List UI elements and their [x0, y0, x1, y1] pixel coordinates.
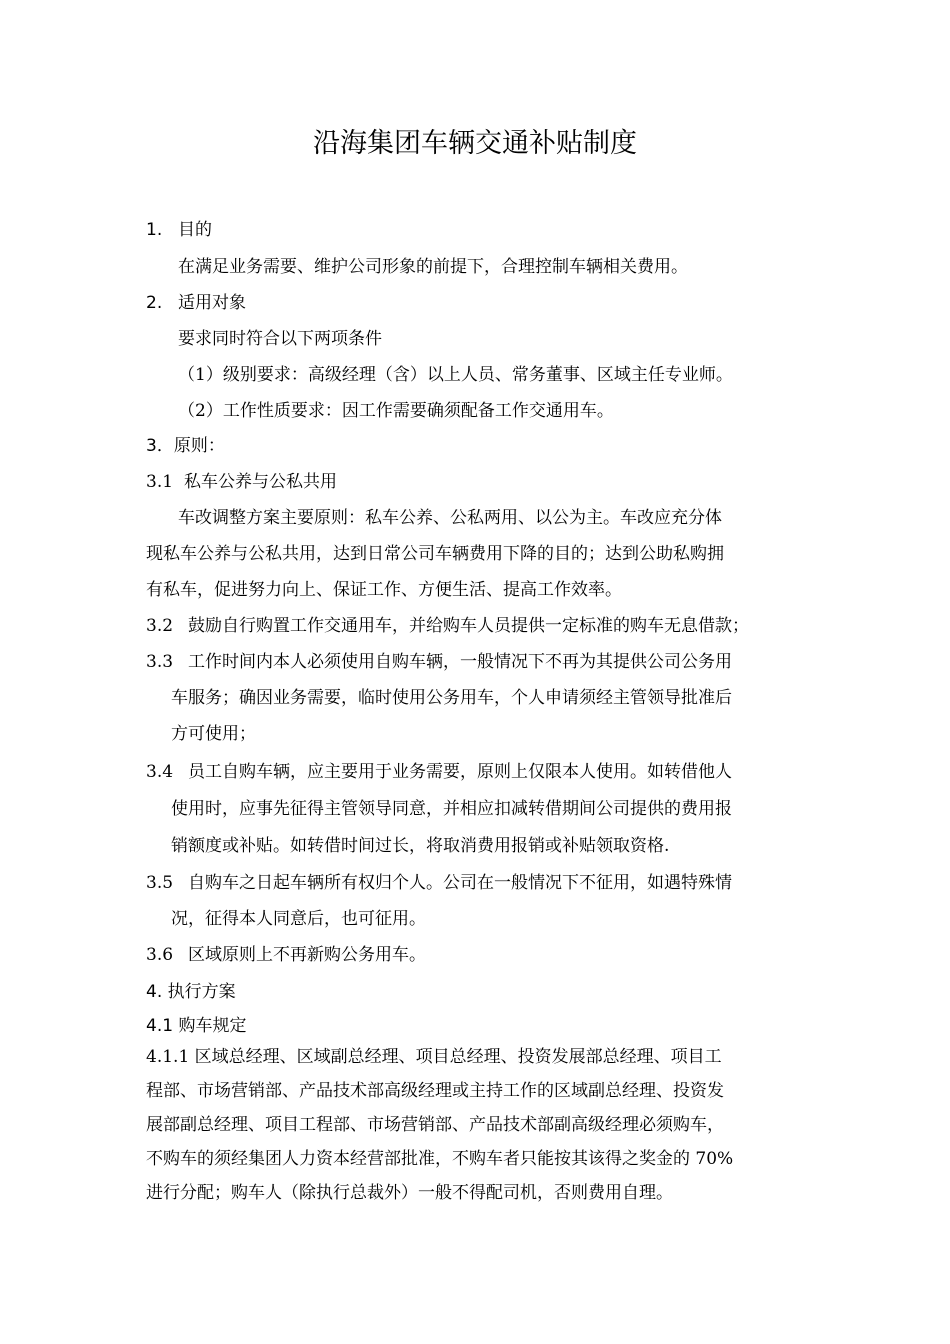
clause-3-5-line: 自购车之日起车辆所有权归个人。公司在一般情况下不征用，如遇特殊情	[188, 873, 732, 893]
section-2-item-1: （1）级别要求：高级经理（含）以上人员、常务董事、区域主任专业师。	[178, 365, 733, 385]
clause-3-2	[146, 614, 749, 638]
clause-3-6	[146, 943, 426, 967]
clause-3-1-heading	[146, 470, 337, 494]
section-1-title: 目的	[178, 220, 212, 240]
section-2-number: 2.	[146, 293, 163, 313]
section-2-intro: 要求同时符合以下两项条件	[178, 329, 382, 349]
clause-3-4-number: 3.4	[146, 762, 174, 782]
section-2-heading	[146, 291, 246, 315]
clause-3-1-line: 车改调整方案主要原则：私车公养、公私两用、以公为主。车改应充分体	[178, 508, 722, 528]
clause-4-1-1-line: 进行分配；购车人（除执行总裁外）一般不得配司机，否则费用自理。	[146, 1183, 673, 1203]
section-3-heading: 3．原则：	[146, 436, 225, 456]
clause-3-5-line: 况，征得本人同意后，也可征用。	[171, 909, 426, 929]
document-title: 沿海集团车辆交通补贴制度	[313, 128, 637, 159]
clause-4-1-1-line: 程部、市场营销部、产品技术部高级经理或主持工作的区域副总经理、投资发	[146, 1081, 724, 1101]
clause-3-3	[146, 650, 732, 674]
clause-3-2-number: 3.2	[146, 616, 174, 636]
section-2-item-2: （2）工作性质要求：因工作需要确须配备工作交通用车。	[178, 401, 614, 421]
section-4-heading: 4. 执行方案	[146, 982, 236, 1002]
clause-3-3-line: 方可使用；	[171, 724, 256, 744]
clause-3-4-line: 使用时，应事先征得主管领导同意，并相应扣减转借期间公司提供的费用报	[171, 799, 732, 819]
clause-3-1-line: 现私车公养与公私共用，达到日常公司车辆费用下降的目的；达到公助私购拥	[146, 544, 724, 564]
clause-3-5-number: 3.5	[146, 873, 174, 893]
clause-3-3-number: 3.3	[146, 652, 174, 672]
subsection-4-1-heading: 4.1 购车规定	[146, 1016, 247, 1036]
section-1-heading	[146, 218, 212, 242]
clause-3-1-title: 私车公养与公私共用	[184, 472, 337, 492]
clause-3-6-text: 区域原则上不再新购公务用车。	[188, 945, 426, 965]
clause-4-1-1-line: 不购车的须经集团人力资本经营部批准，不购车者只能按其该得之奖金的 70%	[146, 1149, 734, 1169]
clause-3-6-number: 3.6	[146, 945, 174, 965]
clause-3-1-number: 3.1	[146, 472, 174, 492]
section-1-number: 1.	[146, 220, 163, 240]
clause-3-4	[146, 760, 732, 784]
clause-3-4-line: 销额度或补贴。如转借时间过长，将取消费用报销或补贴领取资格.	[171, 836, 670, 856]
section-2-title: 适用对象	[178, 293, 246, 313]
section-1-text: 在满足业务需要、维护公司形象的前提下，合理控制车辆相关费用。	[178, 257, 688, 277]
clause-3-1-line: 有私车，促进努力向上、保证工作、方便生活、提高工作效率。	[146, 580, 622, 600]
clause-4-1-1-line: 展部副总经理、项目工程部、市场营销部、产品技术部副高级经理必须购车，	[146, 1115, 724, 1135]
clause-4-1-1-line: 4.1.1 区域总经理、区域副总经理、项目总经理、投资发展部总经理、项目工	[146, 1047, 722, 1067]
clause-3-5	[146, 871, 732, 895]
clause-3-3-line: 工作时间内本人必须使用自购车辆，一般情况下不再为其提供公司公务用	[188, 652, 732, 672]
clause-3-4-line: 员工自购车辆，应主要用于业务需要，原则上仅限本人使用。如转借他人	[188, 762, 732, 782]
clause-3-2-text: 鼓励自行购置工作交通用车，并给购车人员提供一定标准的购车无息借款；	[188, 616, 749, 636]
clause-3-3-line: 车服务；确因业务需要，临时使用公务用车，个人申请须经主管领导批准后	[171, 688, 732, 708]
